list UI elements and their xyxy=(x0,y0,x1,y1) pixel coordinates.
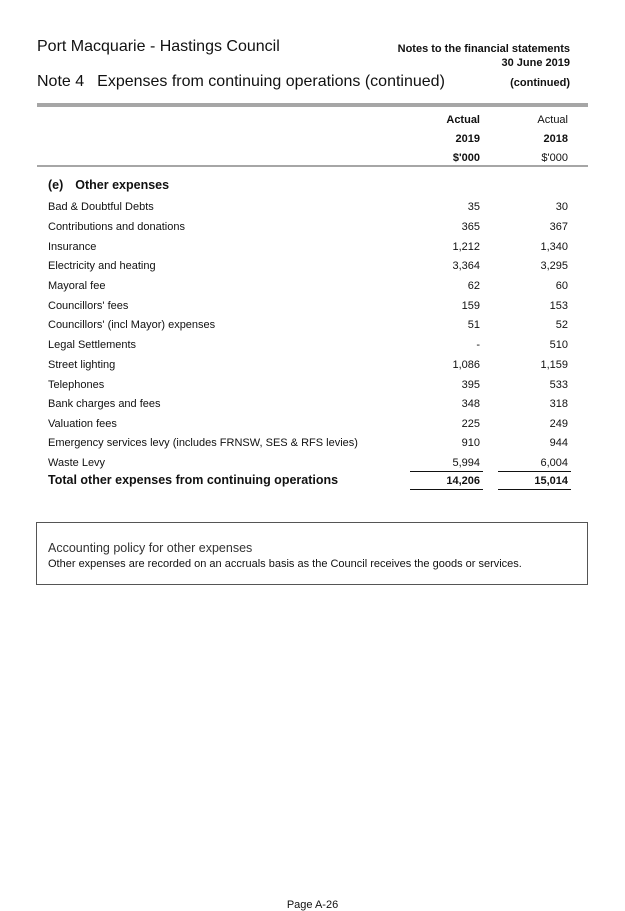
total-value-2019: 14,206 xyxy=(446,475,480,487)
row-value-2019: 5,994 xyxy=(452,457,480,469)
header-divider xyxy=(37,103,588,107)
row-value-2018: 510 xyxy=(549,339,568,351)
table-row xyxy=(48,260,570,278)
table-row xyxy=(48,201,570,219)
col-2019-actual: Actual xyxy=(446,114,480,126)
row-value-2019: 348 xyxy=(461,398,480,410)
row-label: Emergency services levy (includes FRNSW, SES & RFS levies) xyxy=(48,437,358,449)
row-label: Contributions and donations xyxy=(48,221,185,233)
table-row xyxy=(48,359,570,377)
note-title: Expenses from continuing operations (continued) xyxy=(97,73,445,90)
row-value-2018: 249 xyxy=(549,418,568,430)
table-row xyxy=(48,437,570,455)
row-value-2019: 225 xyxy=(461,418,480,430)
col-2018-unit: $'000 xyxy=(541,152,568,164)
note-heading xyxy=(37,73,445,91)
total-label: Total other expenses from continuing operations xyxy=(48,473,339,487)
row-value-2019: 1,086 xyxy=(452,359,480,371)
row-value-2019: 159 xyxy=(461,300,480,312)
table-row xyxy=(48,221,570,239)
col-2019-year: 2019 xyxy=(455,133,480,145)
notes-title: Notes to the financial statements xyxy=(397,43,570,55)
row-value-2018: 944 xyxy=(549,437,568,449)
total-value-2018: 15,014 xyxy=(534,475,568,487)
row-value-2019: 35 xyxy=(467,201,480,213)
total-rule-2019 xyxy=(410,489,483,490)
row-label: Mayoral fee xyxy=(48,280,106,292)
notes-date: 30 June 2019 xyxy=(501,57,570,69)
total-row xyxy=(48,473,570,493)
table-row xyxy=(48,339,570,357)
note-number: Note 4 xyxy=(37,73,85,90)
table-row xyxy=(48,300,570,318)
table-row xyxy=(48,319,570,337)
row-label: Bank charges and fees xyxy=(48,398,161,410)
row-label: Street lighting xyxy=(48,359,116,371)
row-label: Electricity and heating xyxy=(48,260,156,272)
policy-text: Other expenses are recorded on an accruals basis as the Council receives the goods or services. xyxy=(48,558,522,570)
row-value-2019: 51 xyxy=(467,319,480,331)
row-value-2019: 1,212 xyxy=(452,241,480,253)
row-value-2019: - xyxy=(476,339,480,351)
col-2019-unit: $'000 xyxy=(452,152,480,164)
row-label: Councillors' (incl Mayor) expenses xyxy=(48,319,216,331)
table-row xyxy=(48,280,570,298)
row-label: Valuation fees xyxy=(48,418,117,430)
row-label: Telephones xyxy=(48,379,105,391)
row-label: Bad & Doubtful Debts xyxy=(48,201,154,213)
section-letter: (e) xyxy=(48,178,64,192)
row-value-2018: 533 xyxy=(549,379,568,391)
row-value-2018: 6,004 xyxy=(540,457,568,469)
row-label: Councillors' fees xyxy=(48,300,129,312)
row-value-2018: 52 xyxy=(555,319,568,331)
row-value-2018: 60 xyxy=(555,280,568,292)
row-value-2018: 318 xyxy=(549,398,568,410)
row-value-2019: 395 xyxy=(461,379,480,391)
row-value-2018: 367 xyxy=(549,221,568,233)
row-value-2019: 365 xyxy=(461,221,480,233)
continued-label: (continued) xyxy=(510,77,570,89)
policy-title: Accounting policy for other expenses xyxy=(48,541,253,555)
page-number: Page A-26 xyxy=(286,899,339,911)
row-label: Waste Levy xyxy=(48,457,106,469)
section-name: Other expenses xyxy=(75,178,170,192)
row-value-2018: 3,295 xyxy=(540,260,568,272)
organisation-name: Port Macquarie - Hastings Council xyxy=(37,38,280,55)
row-value-2019: 62 xyxy=(467,280,480,292)
col-2018-year: 2018 xyxy=(543,133,568,145)
table-row xyxy=(48,241,570,259)
row-value-2018: 1,159 xyxy=(540,359,568,371)
table-row xyxy=(48,418,570,436)
row-value-2018: 1,340 xyxy=(540,241,568,253)
row-value-2019: 910 xyxy=(461,437,480,449)
table-row xyxy=(48,379,570,397)
row-value-2019: 3,364 xyxy=(452,260,480,272)
section-title xyxy=(48,178,169,192)
row-label: Insurance xyxy=(48,241,97,253)
subtotal-rule-2018 xyxy=(498,471,571,472)
column-header-divider xyxy=(37,165,588,167)
row-value-2018: 153 xyxy=(549,300,568,312)
accounting-policy-box xyxy=(36,522,588,585)
subtotal-rule-2019 xyxy=(410,471,483,472)
total-rule-2018 xyxy=(498,489,571,490)
table-row xyxy=(48,398,570,416)
row-label: Legal Settlements xyxy=(48,339,137,351)
row-value-2018: 30 xyxy=(555,201,568,213)
col-2018-actual: Actual xyxy=(537,114,568,126)
